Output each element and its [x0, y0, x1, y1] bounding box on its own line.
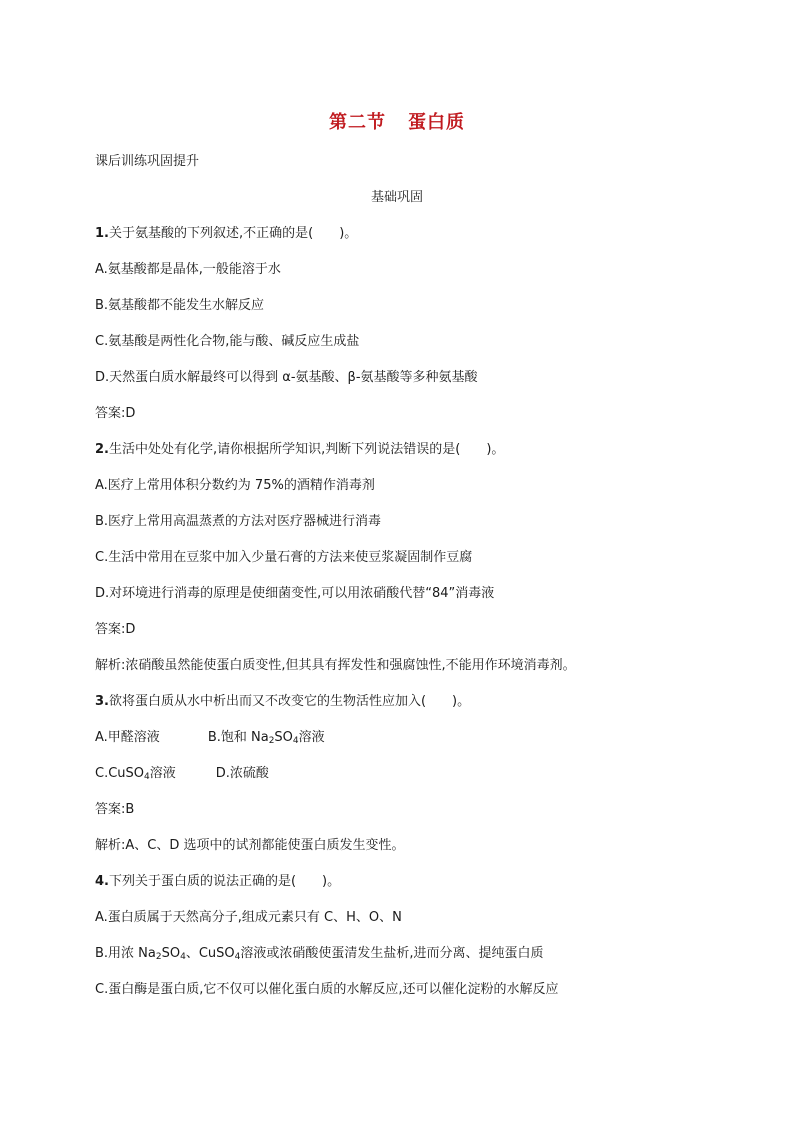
q3-answer: 答案:B [95, 802, 135, 817]
q4-option-b: B.用浓 $Na_2SO_4$、CuSO$_4$溶液或浓硝酸使蛋清发生盐析,进而分离、提纯蛋白质 [95, 946, 544, 962]
q3-analysis: 解析:A、C、D 选项中的试剂都能使蛋白质发生变性。 [95, 838, 405, 853]
question-3-stem [95, 693, 470, 711]
question-number: 2. [95, 442, 109, 457]
q1-option-c: C.氨基酸是两性化合物,能与酸、碱反应生成盐 [95, 334, 360, 349]
question-text: 欲将蛋白质从水中析出而又不改变它的生物活性应加入( )。 [108, 694, 471, 709]
q1-answer: 答案:D [95, 406, 136, 421]
topic-label: 蛋白质 [408, 112, 465, 133]
q3-option-a: A.甲醛溶液 [95, 730, 160, 745]
q3-options-ab-row [95, 729, 325, 747]
page-title [0, 108, 794, 134]
q2-option-d: D.对环境进行消毒的原理是使细菌变性,可以用浓硝酸代替“84”消毒液 [95, 586, 495, 601]
question-number: 1. [95, 226, 109, 241]
question-text: 下列关于蛋白质的说法正确的是( )。 [108, 874, 341, 889]
sub-section-heading: 基础巩固 [370, 190, 423, 205]
q2-option-a: A.医疗上常用体积分数约为 75%的酒精作消毒剂 [95, 478, 375, 493]
q3-option-b: B.饱和 $Na_2SO_4$溶液 [207, 730, 325, 746]
q3-options-cd-row [95, 765, 269, 783]
chapter-label: 第二节 [329, 112, 386, 133]
q2-option-b: B.医疗上常用高温蒸煮的方法对医疗器械进行消毒 [95, 514, 382, 529]
q1-option-a: A.氨基酸都是晶体,一般能溶于水 [95, 262, 281, 277]
question-2-stem [95, 441, 504, 459]
q2-option-c: C.生活中常用在豆浆中加入少量石膏的方法来使豆浆凝固制作豆腐 [95, 550, 473, 565]
question-number: 3. [95, 694, 109, 709]
q1-option-b: B.氨基酸都不能发生水解反应 [95, 298, 265, 313]
q4-option-c: C.蛋白酶是蛋白质,它不仅可以催化蛋白质的水解反应,还可以催化淀粉的水解反应 [95, 982, 559, 997]
q4-option-a: A.蛋白质属于天然高分子,组成元素只有 C、H、O、N [95, 910, 402, 925]
section-label: 课后训练巩固提升 [95, 154, 200, 169]
q1-option-d: D.天然蛋白质水解最终可以得到 α-氨基酸、β-氨基酸等多种氨基酸 [95, 370, 478, 385]
q3-option-c: C.CuSO$_4$溶液 [95, 766, 176, 782]
question-text: 关于氨基酸的下列叙述,不正确的是( )。 [108, 226, 358, 241]
question-4-stem [95, 873, 340, 891]
question-number: 4. [95, 874, 109, 889]
question-1-stem [95, 225, 357, 243]
question-text: 生活中处处有化学,请你根据所学知识,判断下列说法错误的是( )。 [108, 442, 505, 457]
q3-option-d: D.浓硫酸 [215, 766, 269, 781]
q2-analysis: 解析:浓硝酸虽然能使蛋白质变性,但其具有挥发性和强腐蚀性,不能用作环境消毒剂。 [95, 658, 576, 673]
q2-answer: 答案:D [95, 622, 136, 637]
